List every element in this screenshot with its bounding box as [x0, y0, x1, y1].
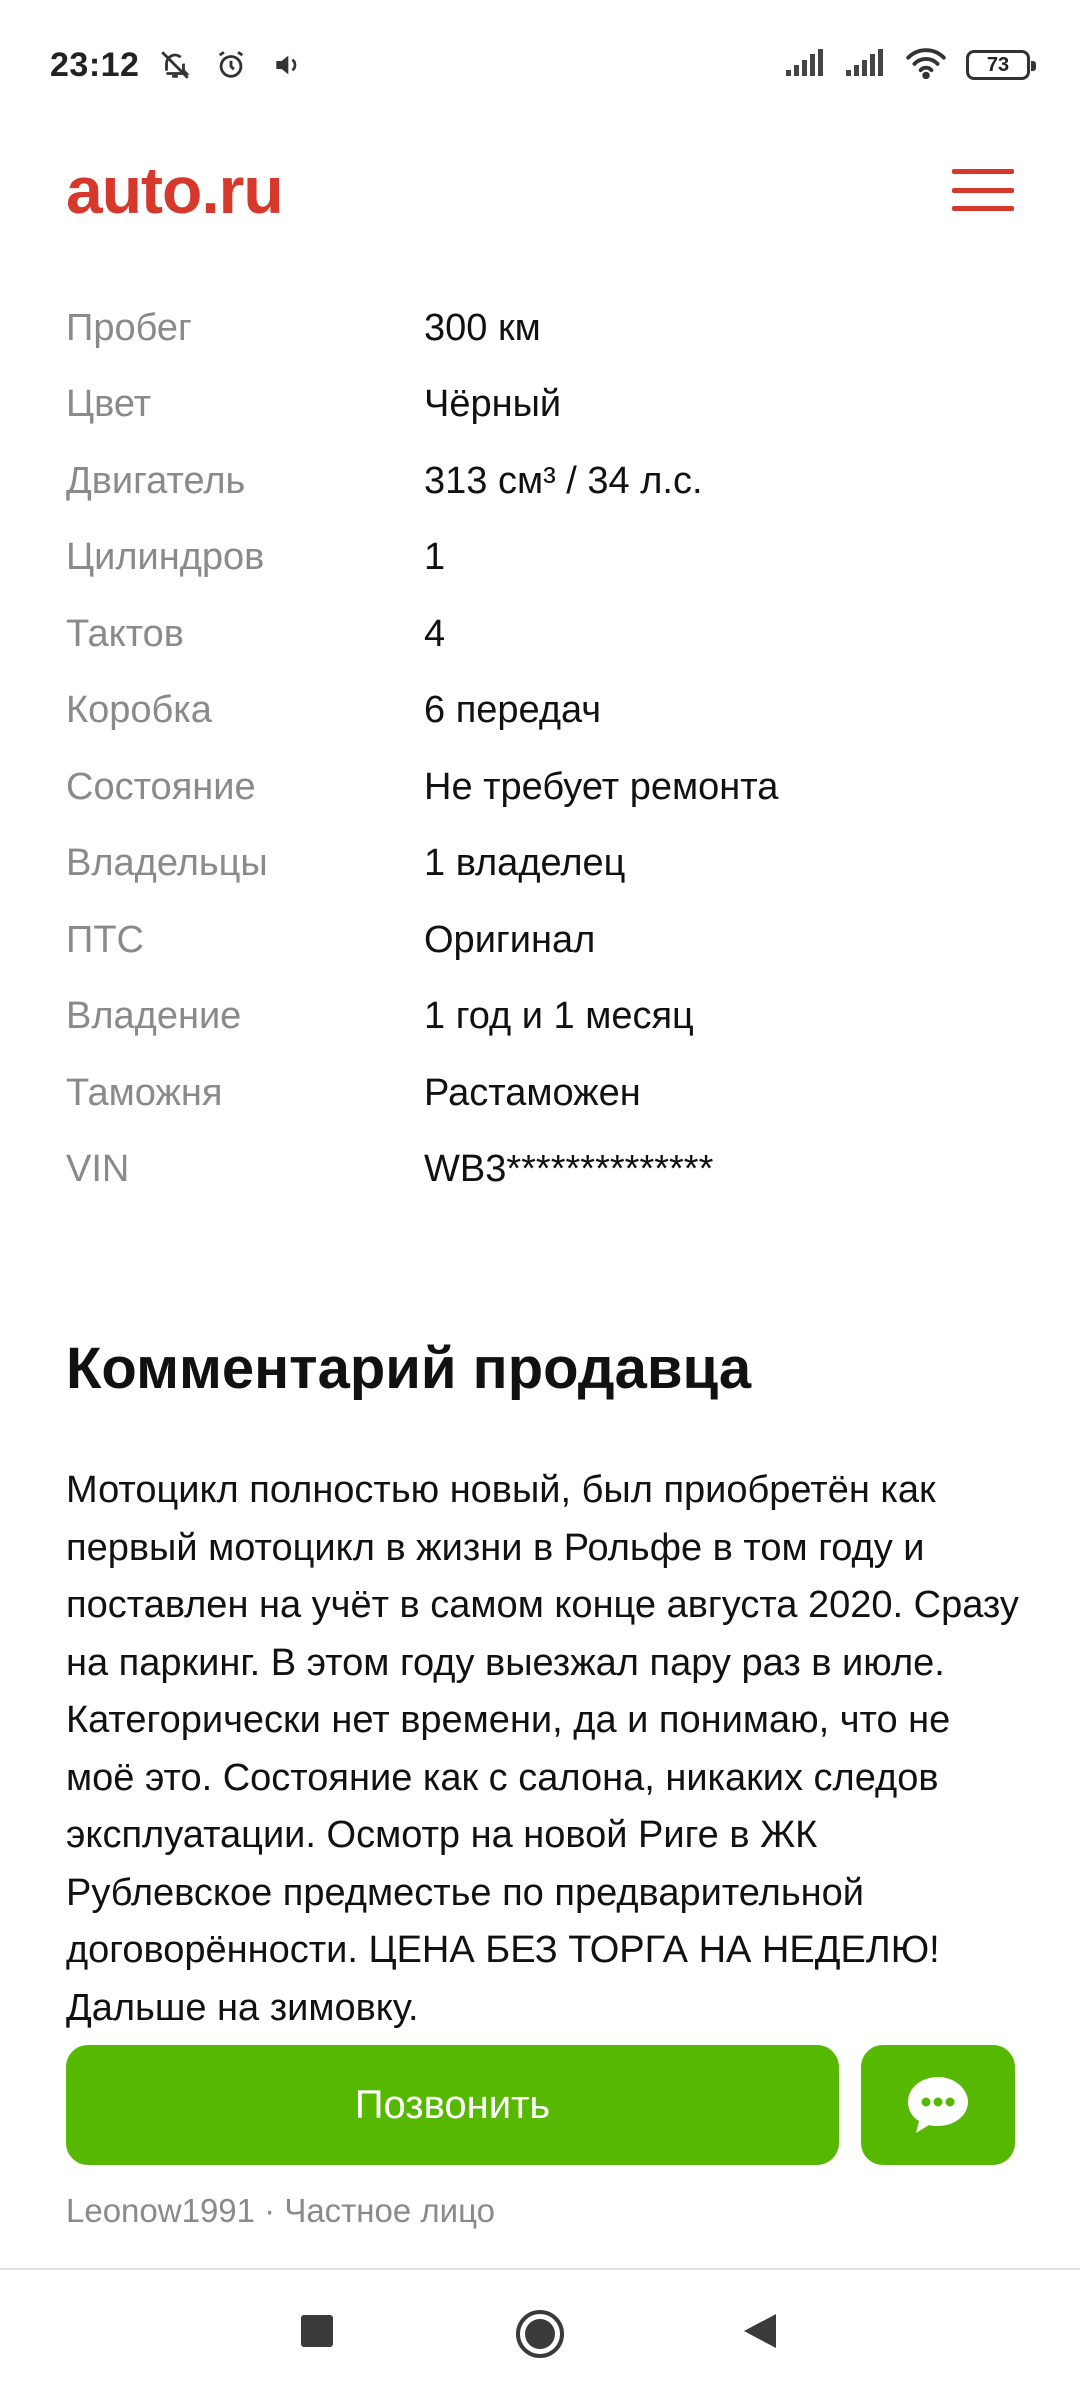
seller-comment-text: Мотоцикл полностью новый, был приобретён как первый мотоцикл в жизни в Рольфе в том году и поставлен на учёт в самом конце августа 2020. Сразу на паркинг. В этом году выезжал пару раз в июле. Категорически нет времени, да и понимаю, что не моё это. Состояние как с салона, никаких следов эксплуатации. Осмотр на новой Риге в ЖК Рублевское предместье по предварительной договорённости. ЦЕНА БЕЗ ТОРГА НА НЕДЕЛЮ! Дальше на зимовку. — [66, 1469, 1019, 2029]
recents-button[interactable] — [297, 2311, 337, 2351]
wifi-icon — [904, 47, 948, 84]
spec-label: Цилиндров — [66, 536, 265, 579]
back-triangle-icon — [742, 2312, 778, 2350]
system-nav-bar — [0, 2270, 1080, 2400]
back-button[interactable] — [740, 2311, 780, 2351]
home-button[interactable] — [512, 2306, 568, 2362]
spec-row-vin — [66, 1132, 1026, 1209]
menu-bar — [952, 188, 1014, 193]
signal-icon — [784, 48, 826, 83]
seller-comment-title: Комментарий продавца — [66, 1336, 752, 1401]
square-icon — [300, 2314, 334, 2348]
spec-value: Оригинал — [424, 918, 596, 961]
spec-value: 6 передач — [424, 689, 602, 732]
spec-value: Растаможен — [424, 1071, 641, 1114]
specs-table — [66, 290, 1026, 1208]
battery-level: 73 — [986, 53, 1010, 76]
spec-row-owners — [66, 826, 1026, 903]
spec-row-ownership — [66, 979, 1026, 1056]
spec-value: 313 см³ / 34 л.с. — [424, 459, 703, 502]
status-bar — [0, 0, 1080, 130]
signal-icon — [844, 48, 886, 83]
notifications-off-icon — [155, 45, 195, 85]
spec-row-customs — [66, 1055, 1026, 1132]
spec-label: ПТС — [66, 918, 144, 961]
status-bar-right — [784, 47, 1030, 84]
spec-label: Тактов — [66, 612, 184, 655]
spec-label: Состояние — [66, 765, 256, 808]
home-circle-icon — [514, 2308, 566, 2360]
seller-info[interactable]: Leonow1991 · Частное лицо — [66, 2192, 495, 2229]
status-bar-left — [50, 45, 307, 85]
chat-button[interactable] — [861, 2045, 1015, 2165]
spec-value: 300 км — [424, 306, 541, 349]
spec-row-condition — [66, 749, 1026, 826]
spec-label: VIN — [66, 1148, 130, 1191]
spec-label: Владельцы — [66, 842, 268, 885]
spec-value: WB3************** — [424, 1148, 714, 1191]
spec-value: Не требует ремонта — [424, 765, 779, 808]
spec-row-strokes — [66, 596, 1026, 673]
spec-label: Владение — [66, 995, 242, 1038]
battery-icon — [966, 50, 1030, 80]
volume-icon — [267, 45, 307, 85]
spec-row-color — [66, 367, 1026, 444]
spec-value: Чёрный — [424, 383, 562, 426]
call-button[interactable]: Позвонить — [66, 2045, 839, 2165]
menu-bar — [952, 206, 1014, 211]
spec-row-gearbox — [66, 673, 1026, 750]
spec-label: Коробка — [66, 689, 212, 732]
spec-value: 4 — [424, 612, 446, 655]
hamburger-menu-icon[interactable] — [952, 169, 1014, 211]
spec-label: Пробег — [66, 306, 192, 349]
spec-value: 1 год и 1 месяц — [424, 995, 694, 1038]
spec-row-cylinders — [66, 520, 1026, 597]
auto-ru-logo[interactable]: auto.ru — [66, 153, 283, 227]
clock: 23:12 — [50, 45, 140, 84]
spec-label: Цвет — [66, 383, 152, 426]
spec-row-engine — [66, 443, 1026, 520]
chat-icon — [904, 2073, 972, 2137]
site-header — [0, 130, 1080, 250]
spec-row-mileage — [66, 290, 1026, 367]
spec-value: 1 владелец — [424, 842, 626, 885]
spec-label: Таможня — [66, 1071, 223, 1114]
spec-value: 1 — [424, 536, 446, 579]
spec-label: Двигатель — [66, 459, 246, 502]
spec-row-pts — [66, 902, 1026, 979]
alarm-icon — [211, 45, 251, 85]
menu-bar — [952, 169, 1014, 174]
